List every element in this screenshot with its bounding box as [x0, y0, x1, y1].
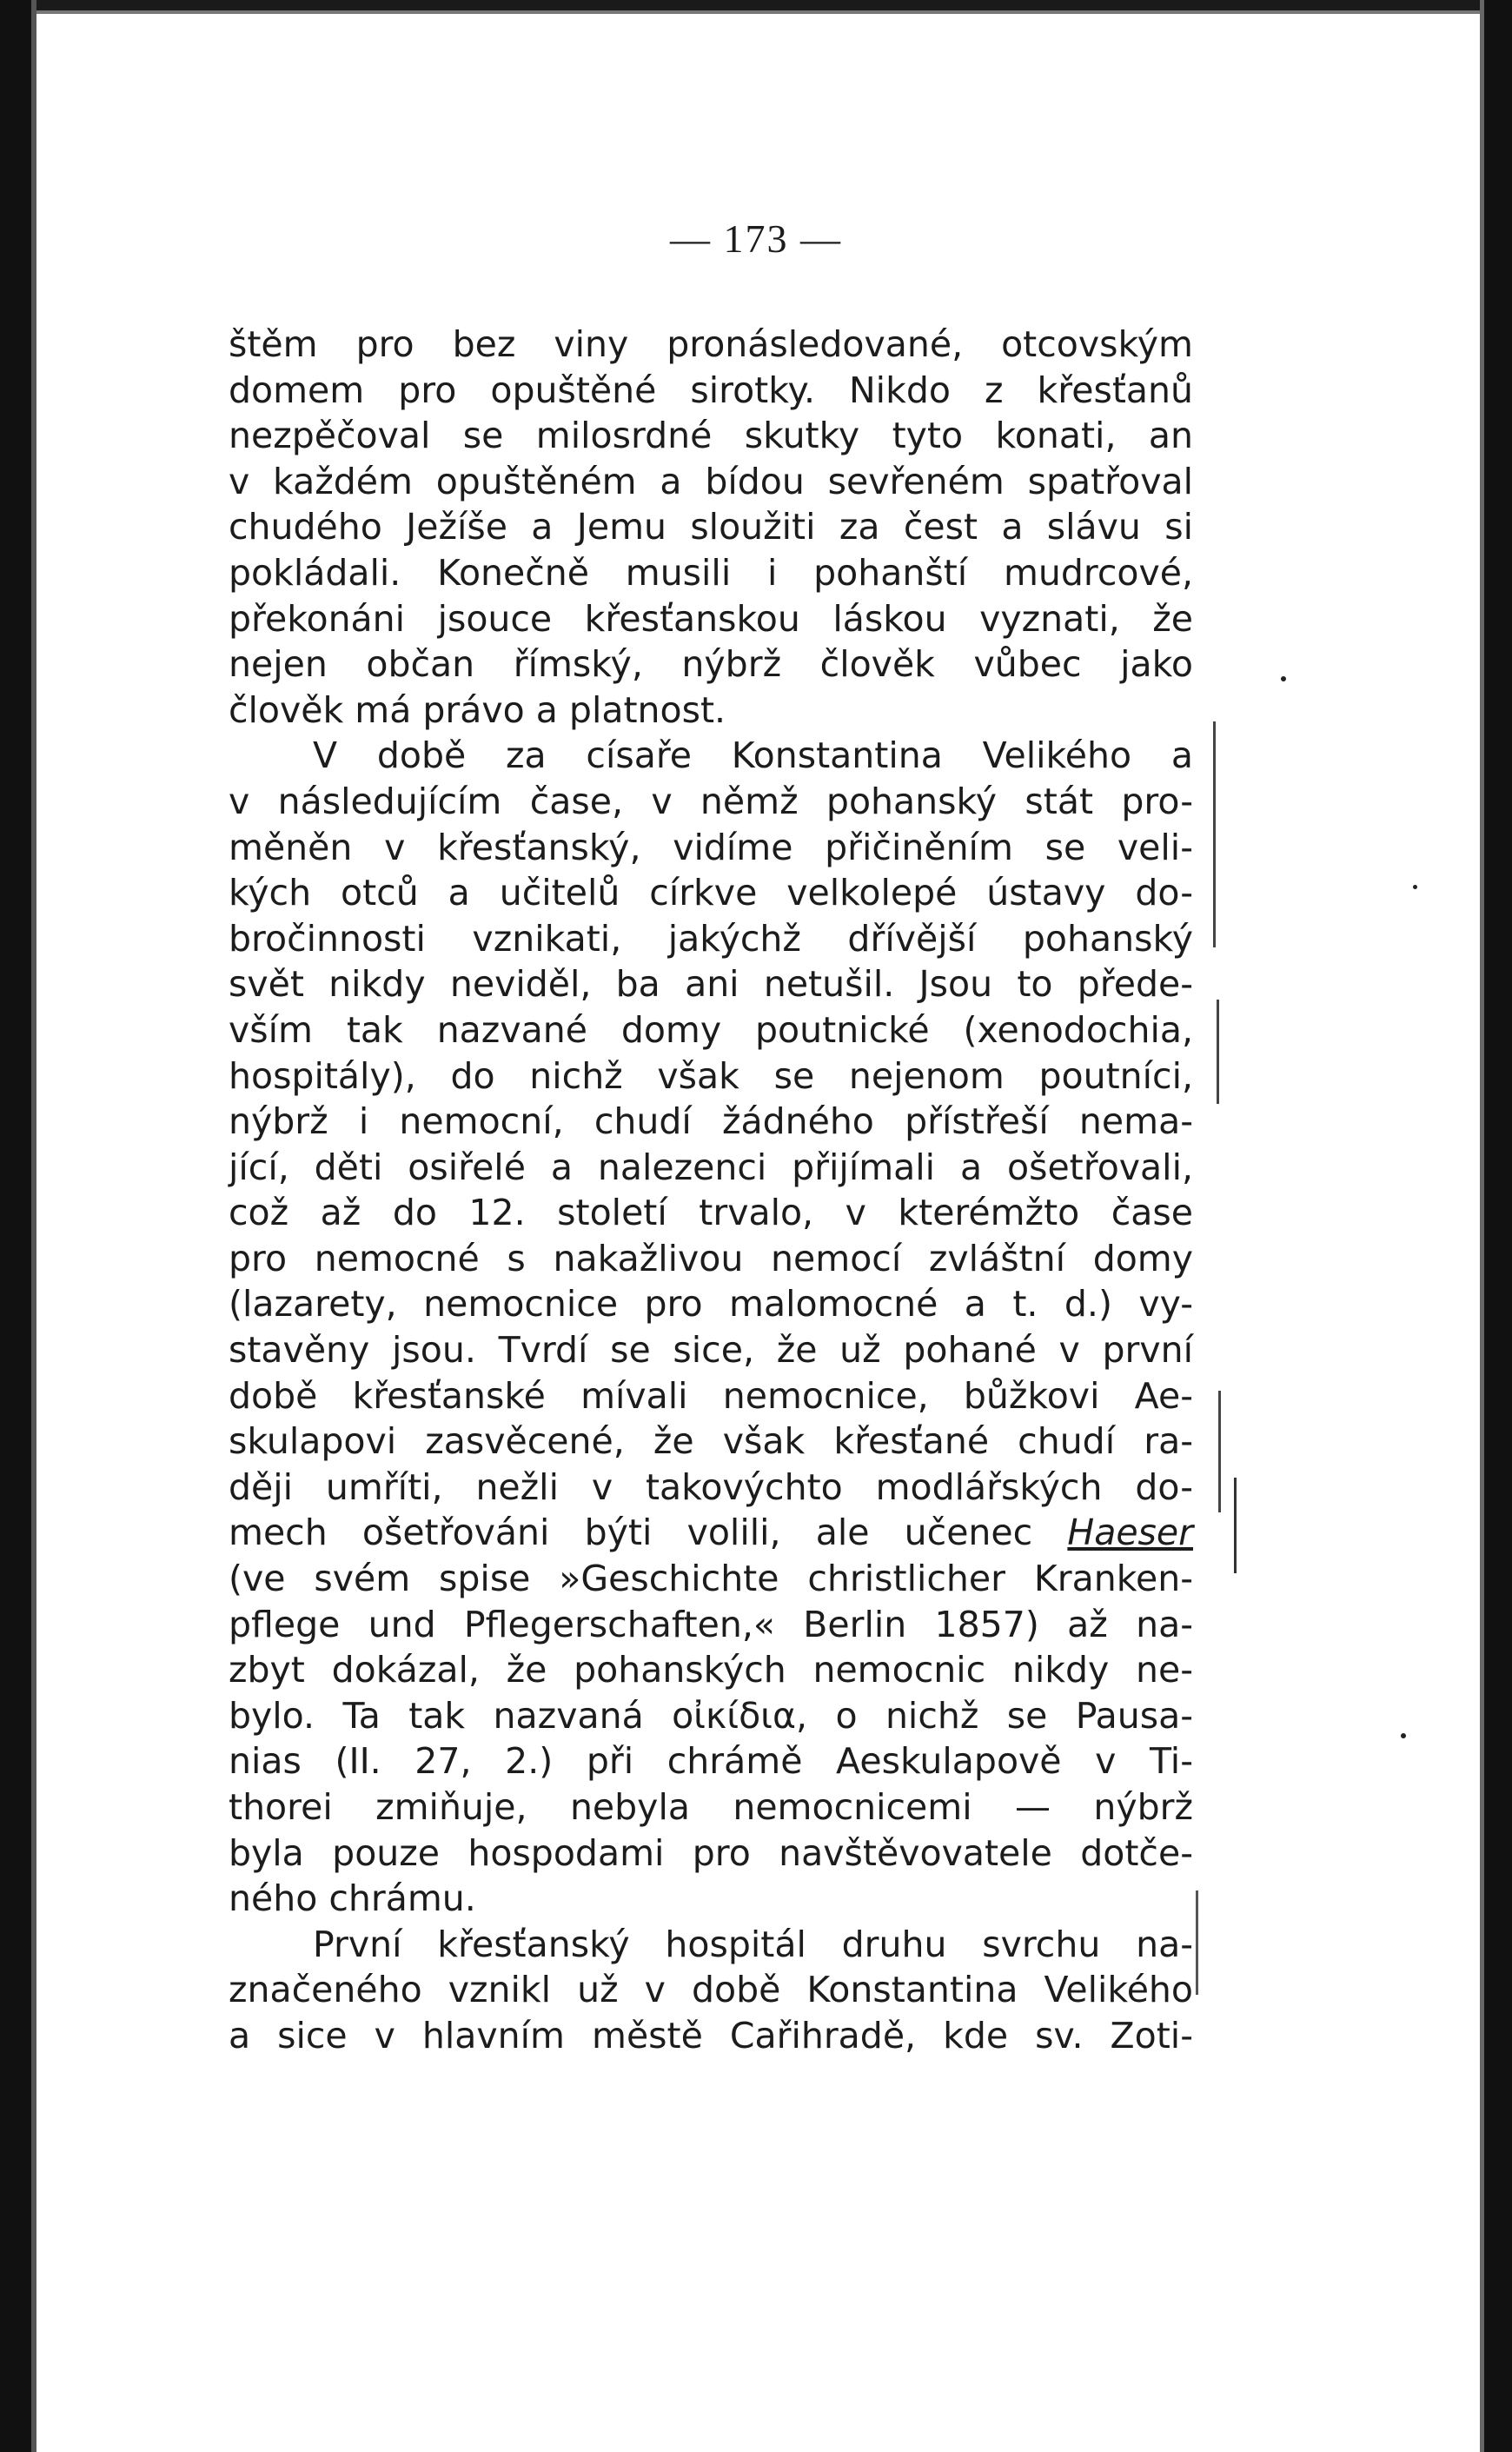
- margin-dot: [1281, 676, 1286, 681]
- text-line: thorei zmiňuje, nebyla nemocnicemi — nýbrž: [229, 1786, 1193, 1828]
- margin-mark: [1213, 721, 1216, 947]
- text-line: pokládali. Konečně musili i pohanští mudrcové,: [229, 551, 1193, 594]
- text-line: měněn v křesťanský, vidíme přičiněním se veli-: [229, 826, 1193, 868]
- text-line: což až do 12. století trvalo, v kterémžto čase: [229, 1192, 1193, 1234]
- text-line: nejen občan římský, nýbrž člověk vůbec jako: [229, 643, 1193, 686]
- text-line: době křesťanské mívali nemocnice, bůžkovi Ae-: [229, 1374, 1193, 1417]
- scan-edge-top: [0, 0, 1512, 10]
- text-line: kých otců a učitelů církve velkolepé ústavy do-: [229, 872, 1193, 914]
- text-line: a sice v hlavním městě Cařihradě, kde sv. Zoti-: [229, 2014, 1193, 2057]
- text-line: bročinnosti vznikati, jakýchž dřívější pohanský: [229, 917, 1193, 960]
- text-line: jící, děti osiřelé a nalezenci přijímali a ošetřovali,: [229, 1146, 1193, 1188]
- text-line: chudého Ježíše a Jemu sloužiti za čest a slávu si: [229, 506, 1193, 548]
- text-line: bylo. Ta tak nazvaná οἰκίδια, o nichž se Pausa-: [229, 1694, 1193, 1737]
- text-line: vším tak nazvané domy poutnické (xenodochia,: [229, 1008, 1193, 1051]
- scan-edge-top-shadow: [0, 10, 1512, 14]
- text-line: svět nikdy neviděl, ba ani netušil. Jsou to přede-: [229, 963, 1193, 1006]
- page-number: — 173 —: [670, 216, 842, 261]
- text-line: ději umříti, nežli v takovýchto modlářských do-: [229, 1465, 1193, 1508]
- text-line: značeného vznikl už v době Konstantina Velikého: [229, 1969, 1193, 2011]
- text-line-with-name: [229, 1510, 1193, 1556]
- scan-edge-right: [1484, 0, 1512, 2452]
- text-line: (ve svém spise »Geschichte christlicher Kranken-: [229, 1558, 1193, 1600]
- text-line: pflege und Pflegerschaften,« Berlin 1857) až na-: [229, 1603, 1193, 1645]
- text-line: nias (II. 27, 2.) při chrámě Aeskulapově v Ti-: [229, 1740, 1193, 1783]
- text-line: stavěny jsou. Tvrdí se sice, že už pohané v první: [229, 1329, 1193, 1372]
- margin-dot: [1413, 885, 1417, 889]
- text-line: v následujícím čase, v němž pohanský stát pro-: [229, 780, 1193, 822]
- text-line: překonáni jsouce křesťanskou láskou vyznati, že: [229, 597, 1193, 640]
- underlined-author-name: Haeser: [1067, 1512, 1193, 1554]
- text-line: pro nemocné s nakažlivou nemocí zvláštní domy: [229, 1237, 1193, 1279]
- scan-edge-right-shadow: [1480, 0, 1484, 2452]
- text-line: hospitály), do nichž však se nejenom poutníci,: [229, 1054, 1193, 1097]
- text-line: štěm pro bez viny pronásledované, otcovským: [229, 323, 1193, 365]
- text-line: skulapovi zasvěcené, že však křesťané chudí ra-: [229, 1420, 1193, 1463]
- text-line: byla pouze hospodami pro navštěvovatele dotče-: [229, 1831, 1193, 1874]
- text-line-part: mech ošetřováni býti volili, ale učenec: [229, 1512, 1068, 1554]
- scan-edge-left: [0, 0, 31, 2452]
- text-line: člověk má právo a platnost.: [229, 688, 726, 731]
- margin-mark: [1217, 1000, 1219, 1104]
- text-line: První křesťanský hospitál druhu svrchu na-: [313, 1923, 1193, 1965]
- margin-mark: [1196, 1890, 1198, 1995]
- text-line: V době za císaře Konstantina Velikého a: [313, 734, 1193, 777]
- text-line: ného chrámu.: [229, 1877, 476, 1920]
- book-page-text: [229, 322, 1193, 2059]
- text-line: v každém opuštěném a bídou sevřeném spatřoval: [229, 460, 1193, 502]
- margin-dot: [1401, 1733, 1406, 1738]
- margin-mark: [1218, 1391, 1221, 1512]
- scan-edge-left-shadow: [31, 0, 36, 2452]
- text-line: nezpěčoval se milosrdné skutky tyto konati, an: [229, 415, 1193, 457]
- text-line: domem pro opuštěné sirotky. Nikdo z křesťanů: [229, 369, 1193, 411]
- text-line: (lazarety, nemocnice pro malomocné a t. d.) vy-: [229, 1283, 1193, 1326]
- text-line: zbyt dokázal, že pohanských nemocnic nikdy ne-: [229, 1649, 1193, 1691]
- text-line: nýbrž i nemocní, chudí žádného přístřeší nema-: [229, 1100, 1193, 1143]
- margin-mark: [1234, 1478, 1237, 1573]
